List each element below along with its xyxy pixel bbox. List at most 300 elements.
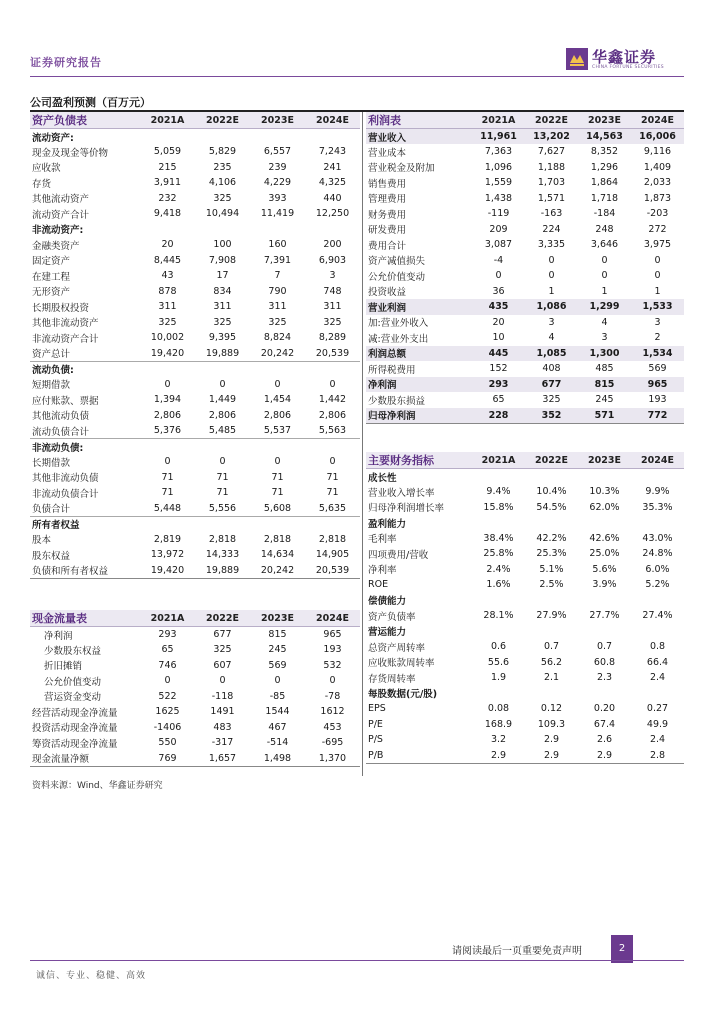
cell-value: 65: [492, 394, 505, 406]
year-header: 2023E: [578, 112, 631, 129]
cell-value: [631, 686, 684, 702]
cell-value: [578, 624, 631, 640]
row-label: 应收账款周转率: [368, 658, 435, 670]
table-row: [366, 315, 684, 331]
table-row: [30, 408, 360, 424]
cell-value: 0: [601, 270, 608, 282]
cell-value: 2.5%: [539, 579, 564, 591]
row-label: 投资收益: [368, 287, 407, 299]
table-row: [366, 717, 684, 733]
cell-value: 1,296: [590, 161, 619, 173]
cell-value: 1,394: [153, 394, 182, 406]
cell-value: 49.9: [646, 718, 669, 730]
cell-value: 0: [219, 675, 226, 687]
cell-value: 1,086: [525, 299, 578, 315]
cell-value: [472, 469, 525, 485]
cell-value: 9,395: [208, 332, 237, 344]
table-row: [30, 627, 360, 643]
table-row: [366, 562, 684, 578]
cell-value: 193: [648, 394, 667, 406]
cell-value: -695: [321, 737, 344, 749]
row-label: 非流动负债:: [30, 439, 140, 455]
cell-value: 7,908: [208, 254, 237, 266]
row-label: 长期借款: [32, 457, 71, 469]
cell-value: 5,556: [208, 502, 237, 514]
cell-value: 245: [268, 644, 287, 656]
cell-value: 7,627: [537, 146, 566, 158]
cell-value: 772: [631, 408, 684, 424]
cell-value: 42.6%: [589, 532, 620, 544]
table-row: [366, 408, 684, 424]
year-header: 2024E: [305, 610, 360, 627]
cell-value: 160: [268, 239, 287, 251]
cell-value: 10: [492, 332, 505, 344]
table-row: [366, 608, 684, 624]
cell-value: 677: [525, 377, 578, 393]
table-row: [30, 377, 360, 393]
cell-value: 71: [326, 471, 339, 483]
cell-value: 1,534: [631, 346, 684, 362]
row-label: 流动资产合计: [32, 209, 90, 221]
row-label: 筹资活动现金净流量: [32, 738, 118, 750]
cell-value: 2.4%: [486, 563, 511, 575]
cell-value: 0.12: [540, 703, 563, 715]
row-label: 研发费用: [368, 225, 407, 237]
cell-value: [305, 361, 360, 377]
cell-value: 232: [158, 192, 177, 204]
cell-value: [578, 515, 631, 531]
cell-value: 9.9%: [645, 486, 670, 498]
cell-value: 35.3%: [642, 501, 673, 513]
table-row: [366, 222, 684, 238]
cell-value: 11,419: [260, 208, 295, 220]
cell-value: 10,494: [205, 208, 240, 220]
row-label: 经营活动现金净流量: [32, 707, 118, 719]
cell-value: 62.0%: [589, 501, 620, 513]
cell-value: -4: [493, 254, 504, 266]
table-row: [366, 299, 684, 315]
year-header: 2022E: [195, 610, 250, 627]
cell-value: 27.7%: [589, 610, 620, 622]
row-label: 存货: [32, 178, 52, 190]
cell-value: 71: [326, 487, 339, 499]
cell-value: 200: [323, 239, 342, 251]
cell-value: 14,905: [315, 549, 350, 561]
table-row: [366, 268, 684, 284]
row-label: 少数股东损益: [368, 395, 426, 407]
cell-value: 215: [158, 161, 177, 173]
cell-value: 3: [654, 316, 661, 328]
cell-value: 0: [274, 378, 281, 390]
row-label: ROE: [368, 579, 389, 591]
cell-value: [140, 516, 195, 532]
cell-value: 677: [213, 629, 232, 640]
cash-flow-title: 现金流量表: [30, 610, 140, 627]
cell-value: 3,087: [484, 239, 513, 251]
row-label: 投资活动现金净流量: [32, 723, 118, 735]
cell-value: 311: [268, 301, 287, 313]
cell-value: 5,059: [153, 146, 182, 158]
cell-value: -203: [646, 208, 669, 220]
cell-value: 0: [654, 270, 661, 282]
cell-value: 55.6: [487, 656, 510, 668]
cell-value: 2.9: [472, 748, 525, 764]
cell-value: -85: [269, 690, 286, 702]
row-label: 少数股东权益: [44, 645, 102, 657]
cell-value: [305, 439, 360, 455]
cell-value: 550: [158, 737, 177, 749]
cell-value: -514: [266, 737, 289, 749]
cell-value: 25.0%: [589, 548, 620, 560]
cell-value: [250, 129, 305, 145]
cell-value: 5.2%: [645, 579, 670, 591]
row-label: 其他非流动负债: [32, 473, 99, 485]
cell-value: 3,975: [643, 239, 672, 251]
cell-value: 71: [271, 487, 284, 499]
cell-value: 2.4: [649, 734, 666, 746]
cell-value: 241: [323, 161, 342, 173]
row-label: 在建工程: [32, 271, 71, 283]
cell-value: 7,391: [263, 254, 292, 266]
row-label: P/S: [368, 734, 383, 746]
cell-value: 1,300: [578, 346, 631, 362]
row-label: 应收款: [32, 163, 61, 175]
year-header: 2023E: [578, 452, 631, 469]
cell-value: 0: [495, 270, 502, 282]
cell-value: 2.9: [525, 748, 578, 764]
row-label: 负债和所有者权益: [30, 563, 140, 579]
table-row: [30, 439, 360, 455]
footer-divider: [30, 960, 684, 961]
cell-value: 0: [274, 456, 281, 468]
cell-value: 5,537: [263, 425, 292, 436]
cell-value: 834: [213, 285, 232, 297]
cell-value: 13,202: [525, 129, 578, 145]
cell-value: 2,806: [263, 409, 292, 421]
row-label: 营业利润: [366, 299, 472, 315]
year-header: 2021A: [140, 610, 195, 627]
cell-value: -119: [487, 208, 510, 220]
row-label: 公允价值变动: [368, 271, 426, 283]
cell-value: 2.3: [596, 672, 613, 684]
row-label: 资产总计: [32, 349, 71, 360]
cell-value: 2,818: [208, 533, 237, 545]
cell-value: [525, 624, 578, 640]
cell-value: 0: [274, 675, 281, 687]
cell-value: 10,002: [150, 332, 185, 344]
year-header: 2022E: [195, 112, 250, 129]
row-label: 长期股权投资: [32, 302, 90, 314]
table-row: [366, 748, 684, 764]
table-row: [30, 330, 360, 346]
cell-value: 393: [268, 192, 287, 204]
cell-value: 43.0%: [642, 532, 673, 544]
cell-value: -118: [211, 690, 234, 702]
table-row: [30, 237, 360, 253]
cell-value: 325: [213, 316, 232, 328]
cell-value: 325: [213, 644, 232, 656]
table-row: [366, 469, 684, 485]
cell-value: 10.4%: [536, 486, 567, 498]
cell-value: 71: [161, 487, 174, 499]
cell-value: [195, 222, 250, 238]
cell-value: -317: [211, 737, 234, 749]
table-row: [30, 563, 360, 579]
year-header: 2021A: [140, 112, 195, 129]
report-label: 证券研究报告: [30, 56, 102, 69]
cell-value: 1,657: [195, 751, 250, 767]
cell-value: 66.4: [646, 656, 669, 668]
cell-value: 1,188: [537, 161, 566, 173]
cell-value: [250, 222, 305, 238]
cell-value: 5,485: [208, 425, 237, 436]
cell-value: 8,445: [153, 254, 182, 266]
cell-value: 325: [213, 192, 232, 204]
cell-value: [140, 129, 195, 145]
cell-value: -184: [593, 208, 616, 220]
table-row: [30, 735, 360, 751]
cell-value: 25.3%: [536, 548, 567, 560]
table-row: [366, 484, 684, 500]
cell-value: 0: [219, 456, 226, 468]
row-label: 归母净利润增长率: [368, 503, 445, 515]
cell-value: 5,635: [318, 502, 347, 514]
row-label: 所有者权益: [30, 516, 140, 532]
cell-value: 20,242: [260, 347, 295, 359]
cell-value: 325: [158, 316, 177, 328]
cell-value: 1,409: [643, 161, 672, 173]
cell-value: 8,289: [318, 332, 347, 344]
cell-value: 19,889: [195, 563, 250, 579]
cell-value: 3,646: [590, 239, 619, 251]
brand-sub: CHINA FORTUNE SECURITIES: [592, 65, 664, 70]
cell-value: 0.08: [487, 703, 510, 715]
cell-value: 11,961: [472, 129, 525, 145]
table-row: [30, 673, 360, 689]
cell-value: 815: [578, 377, 631, 393]
row-label: 其他流动资产: [32, 194, 90, 206]
row-label: 营业税金及附加: [368, 163, 435, 175]
cell-value: 235: [213, 161, 232, 173]
table-row: [30, 160, 360, 176]
row-label: 负债合计: [32, 504, 71, 515]
cell-value: 2,806: [153, 409, 182, 421]
cell-value: 20: [492, 316, 505, 328]
table-row: [366, 253, 684, 269]
row-label: 财务费用: [368, 209, 407, 221]
cell-value: 746: [158, 659, 177, 671]
cell-value: 0: [219, 378, 226, 390]
row-label: 固定资产: [32, 256, 71, 268]
table-row: [30, 642, 360, 658]
cell-value: 0: [329, 675, 336, 687]
disclaimer-link[interactable]: 请阅读最后一页重要免责声明: [452, 946, 582, 957]
table-row: [30, 129, 360, 145]
row-label: 总资产周转率: [368, 642, 426, 654]
table-row: [30, 485, 360, 501]
cell-value: 815: [268, 629, 287, 640]
data-source: 资料来源：Wind、华鑫证券研究: [32, 781, 163, 791]
cell-value: 2.6: [596, 734, 613, 746]
table-row: [366, 237, 684, 253]
cell-value: 1,864: [590, 177, 619, 189]
cell-value: 1,299: [578, 299, 631, 315]
cell-value: 0.8: [649, 641, 666, 653]
cell-value: 0: [548, 254, 555, 266]
cell-value: 5.1%: [539, 563, 564, 575]
column-divider: [362, 112, 363, 776]
cell-value: 5,563: [318, 425, 347, 436]
income-statement-table: [366, 112, 684, 424]
cell-value: 0: [329, 456, 336, 468]
header-divider: [30, 76, 684, 77]
cell-value: [472, 593, 525, 609]
cell-value: [305, 222, 360, 238]
row-label: 股本: [32, 535, 52, 547]
row-label: 归母净利润: [366, 408, 472, 424]
table-row: [366, 144, 684, 160]
cell-value: 1.6%: [486, 579, 511, 591]
balance-sheet-table: [30, 112, 360, 579]
table-row: [30, 361, 360, 377]
cell-value: -163: [540, 208, 563, 220]
cell-value: 272: [648, 223, 667, 235]
cell-value: 4: [601, 316, 608, 328]
ratios-title: 主要财务指标: [366, 452, 472, 469]
cell-value: 209: [489, 223, 508, 235]
cell-value: 224: [542, 223, 561, 235]
row-label: 盈利能力: [368, 518, 407, 530]
cell-value: 60.8: [593, 656, 616, 668]
row-label: 流动负债:: [30, 361, 140, 377]
cell-value: [525, 593, 578, 609]
cell-value: 2,806: [318, 409, 347, 421]
cell-value: 71: [271, 471, 284, 483]
row-label: 成长性: [368, 472, 397, 484]
cell-value: 14,333: [205, 549, 240, 561]
cell-value: 311: [158, 301, 177, 313]
cell-value: [195, 361, 250, 377]
row-label: P/B: [366, 748, 472, 764]
cell-value: 3.2: [490, 734, 507, 746]
table-row: [366, 701, 684, 717]
cell-value: 311: [213, 301, 232, 313]
cell-value: 9,418: [153, 208, 182, 220]
cell-value: 435: [472, 299, 525, 315]
cell-value: [305, 516, 360, 532]
cell-value: [631, 515, 684, 531]
cell-value: 440: [323, 192, 342, 204]
cell-value: 769: [140, 751, 195, 767]
cell-value: 2: [654, 332, 661, 344]
cell-value: [631, 593, 684, 609]
row-label: 利润总额: [366, 346, 472, 362]
cell-value: 3: [601, 332, 608, 344]
page-header: [0, 0, 724, 78]
cell-value: 0: [329, 378, 336, 390]
cell-value: [195, 516, 250, 532]
cell-value: 100: [213, 239, 232, 251]
cell-value: -1406: [153, 721, 182, 733]
cell-value: 0: [601, 254, 608, 266]
cell-value: 65: [161, 644, 174, 656]
cell-value: 325: [542, 394, 561, 406]
row-label: 公允价值变动: [44, 676, 102, 688]
cell-value: 4,325: [318, 177, 347, 189]
cell-value: 248: [595, 223, 614, 235]
table-row: [366, 593, 684, 609]
table-row: [30, 423, 360, 439]
cell-value: [250, 516, 305, 532]
cell-value: 6.0%: [645, 563, 670, 575]
table-row: [366, 686, 684, 702]
cell-value: 38.4%: [483, 532, 514, 544]
cell-value: 1: [654, 285, 661, 297]
cell-value: 228: [472, 408, 525, 424]
year-header: 2024E: [631, 112, 684, 129]
cell-value: 109.3: [537, 718, 566, 730]
cell-value: 2.4: [649, 672, 666, 684]
cell-value: 71: [161, 471, 174, 483]
table-row: [30, 532, 360, 548]
table-row: [30, 392, 360, 408]
table-row: [30, 547, 360, 563]
row-label: 其他流动负债: [32, 411, 90, 423]
year-header: 2021A: [472, 112, 525, 129]
cell-value: 2,806: [208, 409, 237, 421]
cell-value: 1,370: [305, 751, 360, 767]
cell-value: [140, 439, 195, 455]
table-row: [30, 658, 360, 674]
table-row: [30, 501, 360, 517]
cell-value: 14,563: [578, 129, 631, 145]
cell-value: 5,448: [153, 502, 182, 514]
row-label: 管理费用: [368, 194, 407, 206]
row-label: 净利润: [44, 630, 73, 642]
cell-value: 1,438: [484, 192, 513, 204]
table-row: [366, 500, 684, 516]
cell-value: 445: [472, 346, 525, 362]
year-header: 2023E: [250, 112, 305, 129]
table-row: [30, 470, 360, 486]
cell-value: 352: [525, 408, 578, 424]
cell-value: 36: [492, 285, 505, 297]
cell-value: 3: [329, 270, 336, 282]
cell-value: 239: [268, 161, 287, 173]
cell-value: 71: [216, 471, 229, 483]
cell-value: 20,539: [305, 563, 360, 579]
table-row: [366, 191, 684, 207]
row-label: 偿债能力: [368, 596, 407, 608]
row-label: 销售费用: [368, 178, 407, 190]
cell-value: 0.20: [593, 703, 616, 715]
cell-value: 522: [158, 690, 177, 702]
cell-value: 6,557: [263, 146, 292, 158]
cell-value: [631, 469, 684, 485]
table-row: [30, 516, 360, 532]
cell-value: [305, 129, 360, 145]
page-number: 2: [611, 935, 633, 963]
cell-value: 20,539: [315, 347, 350, 359]
cell-value: [525, 515, 578, 531]
year-header: 2021A: [472, 452, 525, 469]
row-label: EPS: [368, 703, 386, 715]
cell-value: 2,818: [318, 533, 347, 545]
cell-value: 3.9%: [592, 579, 617, 591]
cell-value: 9,116: [643, 146, 672, 158]
row-label: 所得税费用: [368, 364, 416, 376]
cell-value: [525, 469, 578, 485]
